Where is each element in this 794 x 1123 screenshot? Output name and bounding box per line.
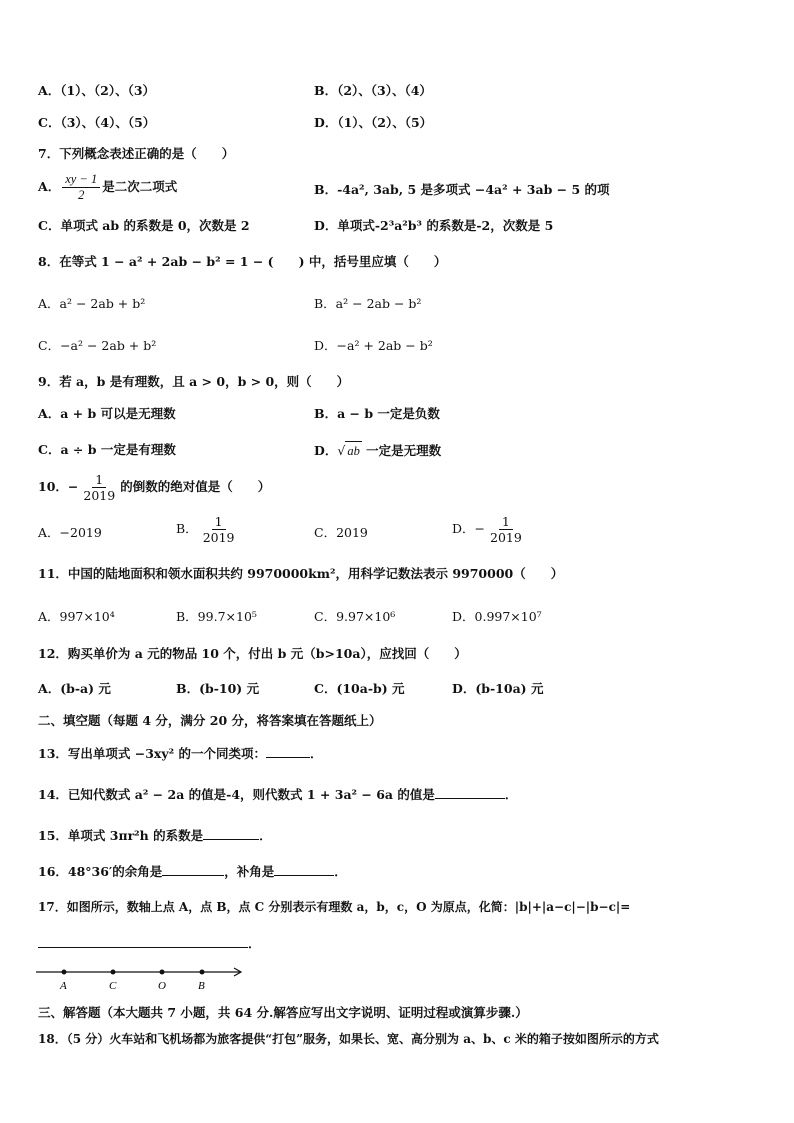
q11-option-B: B．99.7×10⁵: [176, 609, 257, 624]
q9-option-C: C．a ÷ b 一定是有理数: [38, 442, 176, 457]
section-solve-heading: 三、解答题（本大题共 7 小题，共 64 分.解答应写出文字说明、证明过程或演算步骤.）: [38, 1005, 528, 1020]
option-B: B．（2）、（3）、（4）: [314, 83, 432, 98]
q7-option-D: D．单项式-2³a²b³ 的系数是-2，次数是 5: [314, 218, 554, 233]
q10-option-A: A．−2019: [38, 525, 102, 540]
q10-fraction: [80, 472, 118, 503]
section-fill-in-heading: 二、填空题（每题 4 分，满分 20 分，将答案填在答题纸上）: [38, 713, 382, 728]
q11-option-D: D．0.997×10⁷: [452, 609, 542, 624]
q14-text: 14．已知代数式 a² − 2a 的值是-4，则代数式 1 + 3a² − 6a 的值是: [38, 787, 435, 802]
q14-answer-blank[interactable]: [435, 785, 505, 799]
q7-A-fraction: [62, 172, 100, 203]
q17-end: ．: [248, 936, 261, 951]
point-C: [111, 970, 116, 975]
q8-option-B: B．a² − 2ab − b²: [314, 296, 422, 311]
q10-D-label: D．−: [452, 521, 485, 536]
option-D: D．（1）、（2）、（5）: [314, 115, 433, 130]
q10-D-fraction: [487, 514, 525, 545]
q7-A-numerator: xy − 1: [62, 172, 100, 188]
q10-option-C: C．2019: [314, 525, 368, 540]
q12-option-C: C．(10a-b) 元: [314, 681, 405, 696]
q13-answer-blank[interactable]: [266, 744, 310, 758]
q10-D-numerator: 1: [499, 514, 513, 530]
q7-stem: 7．下列概念表述正确的是（ ）: [38, 146, 235, 161]
q7-option-A: [38, 172, 177, 203]
q10-option-D: [452, 514, 527, 545]
q15-text: 15．单项式 3πr²h 的系数是: [38, 828, 204, 843]
q17-answer-line: [38, 934, 261, 953]
q11-option-C: C．9.97×10⁶: [314, 609, 396, 624]
q15-end: ．: [259, 828, 272, 843]
q13-end: ．: [309, 746, 323, 761]
q10-numerator: 1: [92, 472, 106, 488]
point-B: [200, 970, 205, 975]
q11-stem: 11．中国的陆地面积和领水面积共约 9970000km²，用科学记数法表示 9970000（ ）: [38, 566, 564, 581]
q17-text: 17．如图所示，数轴上点 A，点 B，点 C 分别表示有理数 a，b，c，O 为原点，化简：|b|+|a−c|−|b−c|=: [38, 900, 631, 914]
q10-B-denominator: 2019: [202, 530, 235, 545]
label-O: O: [158, 980, 166, 992]
option-A: A．（1）、（2）、（3）: [38, 83, 156, 98]
q14-end: ．: [504, 787, 518, 802]
q16-mid: ，补角是: [224, 864, 275, 879]
q8-option-D: D．−a² + 2ab − b²: [314, 338, 433, 353]
q10-denominator: 2019: [83, 488, 116, 503]
q7-A-text: 是二次二项式: [102, 179, 178, 194]
q16-text: 16．48°36′的余角是: [38, 864, 163, 879]
q10-B-fraction: [200, 514, 238, 545]
q10-B-label: B．: [176, 521, 198, 536]
q7-option-B: B．-4a², 3ab, 5 是多项式 −4a² + 3ab − 5 的项: [314, 182, 610, 197]
q9-option-B: B．a − b 一定是负数: [314, 406, 440, 421]
q12-stem: 12．购买单价为 a 元的物品 10 个，付出 b 元（b>10a），应找回（ ）: [38, 646, 467, 661]
q18-text: 18．（5 分）火车站和飞机场都为旅客提供“打包”服务，如果长、宽、高分别为 a、b、c 米的箱子按如图所示的方式: [38, 1032, 659, 1046]
q10-label: 10．−: [38, 479, 79, 494]
q8-stem: 8．在等式 1 − a² + 2ab − b² = 1 − ( ) 中，括号里应填（ ）: [38, 254, 447, 269]
q10-option-B: [176, 514, 240, 545]
label-A: A: [60, 980, 67, 992]
q14: [38, 785, 517, 804]
q9-D-label: D．: [314, 443, 338, 458]
q17-answer-blank[interactable]: [38, 934, 248, 948]
label-B: B: [198, 980, 205, 992]
q9-option-A: A．a + b 可以是无理数: [38, 406, 176, 421]
q16-end: ．: [334, 864, 347, 879]
q12-option-B: B．(b-10) 元: [176, 681, 260, 696]
q10-text: 的倒数的绝对值是（ ）: [120, 479, 271, 494]
q16: [38, 862, 347, 881]
q16-answer-blank-2[interactable]: [274, 862, 334, 876]
q9-stem: 9．若 a，b 是有理数，且 a > 0，b > 0，则（ ）: [38, 374, 350, 389]
sqrt-sign: √: [337, 443, 346, 458]
point-A: [62, 970, 67, 975]
q9-D-text: 一定是无理数: [361, 443, 442, 458]
option-C: C．（3）、（4）、（5）: [38, 115, 156, 130]
q10-B-numerator: 1: [212, 514, 226, 530]
q7-A-denominator: 2: [78, 188, 85, 202]
q13: [38, 744, 322, 763]
q13-text: 13．写出单项式 −3xy² 的一个同类项：: [38, 746, 266, 761]
q7-A-label: A．: [38, 179, 61, 194]
number-line-figure: [36, 962, 256, 994]
q9-option-D: [314, 441, 441, 460]
q15: [38, 826, 272, 845]
q15-answer-blank[interactable]: [203, 826, 259, 840]
point-O: [160, 970, 165, 975]
q9-D-radicand: ab: [345, 441, 362, 460]
q8-option-C: C．−a² − 2ab + b²: [38, 338, 157, 353]
q16-answer-blank-1[interactable]: [162, 862, 224, 876]
q7-option-C: C．单项式 ab 的系数是 0，次数是 2: [38, 218, 250, 233]
q10-stem: [38, 472, 270, 503]
q11-option-A: A．997×10⁴: [38, 609, 115, 624]
q10-D-denominator: 2019: [490, 530, 522, 545]
q12-option-D: D．(b-10a) 元: [452, 681, 544, 696]
q8-option-A: A．a² − 2ab + b²: [38, 296, 146, 311]
label-C: C: [109, 980, 117, 992]
q12-option-A: A．(b-a) 元: [38, 681, 111, 696]
